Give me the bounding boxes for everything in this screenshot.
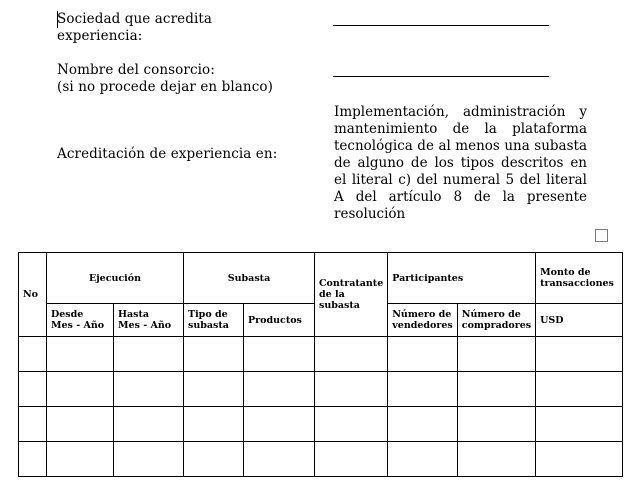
table-cell[interactable] xyxy=(47,407,114,442)
table-cell[interactable] xyxy=(315,442,388,477)
table-cell[interactable] xyxy=(457,407,535,442)
header-monto: Monto de transacciones xyxy=(536,253,623,304)
table-cell[interactable] xyxy=(457,372,535,407)
table-cell[interactable] xyxy=(536,442,623,477)
sociedad-field-line[interactable] xyxy=(333,25,549,26)
table-cell[interactable] xyxy=(184,337,244,372)
table-cell[interactable] xyxy=(19,337,47,372)
header-num-compradores: Número de compradores xyxy=(457,304,535,337)
header-tipo-subasta: Tipo de subasta xyxy=(184,304,244,337)
table-cell[interactable] xyxy=(457,442,535,477)
header-productos: Productos xyxy=(244,304,315,337)
header-row-1 xyxy=(19,253,623,304)
table-cell[interactable] xyxy=(114,407,184,442)
table-cell[interactable] xyxy=(184,442,244,477)
table-cell[interactable] xyxy=(114,337,184,372)
checkbox[interactable] xyxy=(595,229,608,242)
header-hasta: Hasta Mes - Año xyxy=(114,304,184,337)
header-usd: USD xyxy=(536,304,623,337)
table-cell[interactable] xyxy=(184,372,244,407)
table-cell[interactable] xyxy=(388,407,458,442)
table-cell[interactable] xyxy=(244,372,315,407)
acreditacion-label: Acreditación de experiencia en: xyxy=(57,146,278,162)
header-desde: Desde Mes - Año xyxy=(47,304,114,337)
table-cell[interactable] xyxy=(244,442,315,477)
table-cell[interactable] xyxy=(536,372,623,407)
table-row xyxy=(19,442,623,477)
header-no: No xyxy=(19,253,47,337)
consorcio-label: Nombre del consorcio: (si no procede dejar en blanco) xyxy=(57,62,273,95)
sociedad-label: Sociedad que acredita experiencia: xyxy=(57,11,213,44)
acreditacion-description: Implementación, administración y mantenimiento de la plataforma tecnológica de al menos una subasta de alguno de los tipos descritos en el literal c) del numeral 5 del literal A del artículo 8 de la presente resolución xyxy=(334,104,587,222)
table-row xyxy=(19,372,623,407)
experience-table xyxy=(18,252,623,477)
header-contratante: Contratante de la subasta xyxy=(315,253,388,337)
table-cell[interactable] xyxy=(244,337,315,372)
table-cell[interactable] xyxy=(19,407,47,442)
consorcio-field-line[interactable] xyxy=(333,76,549,77)
table-cell[interactable] xyxy=(315,337,388,372)
table-cell[interactable] xyxy=(47,372,114,407)
table-cell[interactable] xyxy=(536,337,623,372)
table-cell[interactable] xyxy=(536,407,623,442)
header-subasta: Subasta xyxy=(184,253,315,304)
table-cell[interactable] xyxy=(315,407,388,442)
table-cell[interactable] xyxy=(457,337,535,372)
table-cell[interactable] xyxy=(47,337,114,372)
header-num-vendedores: Número de vendedores xyxy=(388,304,458,337)
table-cell[interactable] xyxy=(47,442,114,477)
table-cell[interactable] xyxy=(19,442,47,477)
header-participantes: Participantes xyxy=(388,253,536,304)
table-cell[interactable] xyxy=(388,337,458,372)
table-cell[interactable] xyxy=(244,407,315,442)
table-cell[interactable] xyxy=(114,372,184,407)
header-ejecucion: Ejecución xyxy=(47,253,184,304)
table-row xyxy=(19,337,623,372)
table-cell[interactable] xyxy=(114,442,184,477)
table-cell[interactable] xyxy=(388,372,458,407)
table-cell[interactable] xyxy=(315,372,388,407)
table-cell[interactable] xyxy=(388,442,458,477)
table-cell[interactable] xyxy=(184,407,244,442)
table-cell[interactable] xyxy=(19,372,47,407)
table-row xyxy=(19,407,623,442)
